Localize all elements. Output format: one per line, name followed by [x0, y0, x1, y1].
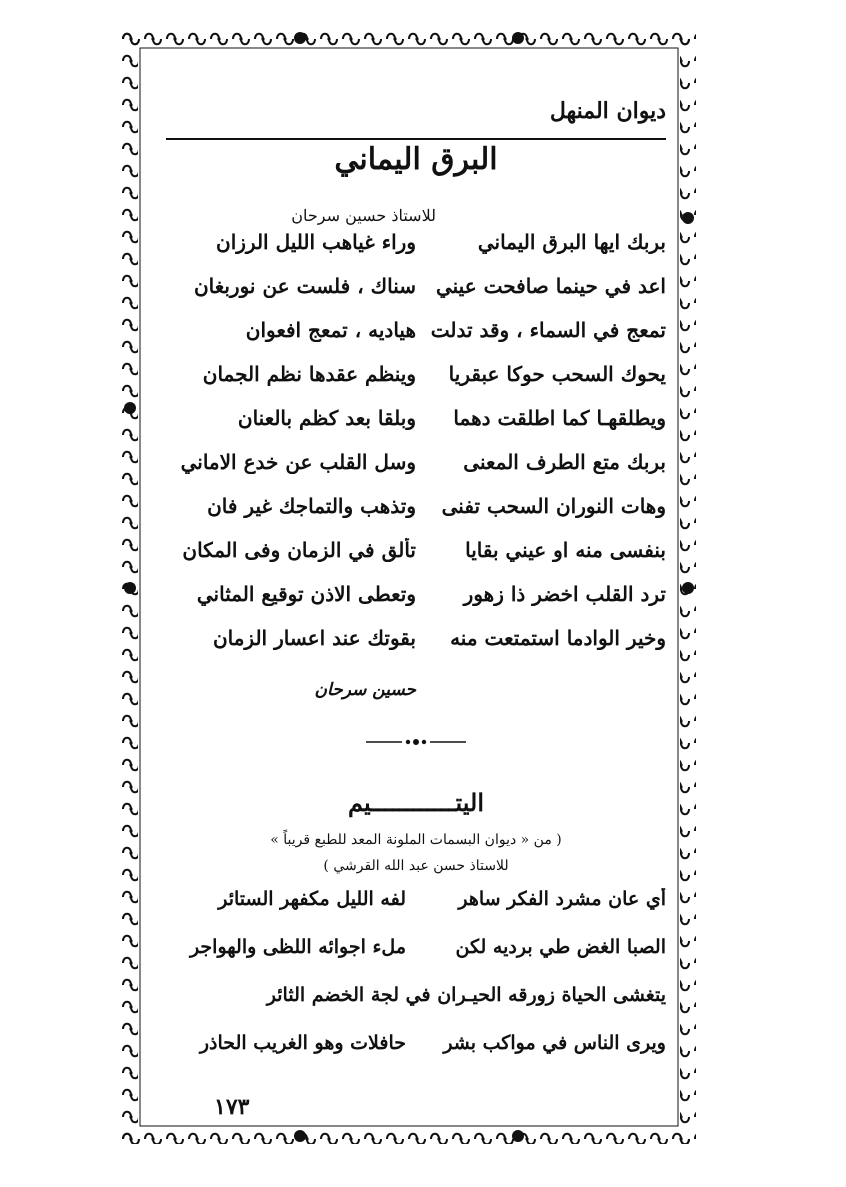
- verse: [166, 936, 666, 980]
- verse: [166, 450, 666, 490]
- verse: [166, 984, 666, 1028]
- hemistich-first: ويرى الناس في مواكب بشر: [443, 1032, 666, 1054]
- verse: [166, 230, 666, 270]
- hemistich-second: بقوتك عند اعسار الزمان: [212, 626, 416, 650]
- hemistich-first: تمعج في السماء ، وقد تدلت: [430, 318, 666, 342]
- hemistich-first: يحوك السحب حوكا عبقريا: [448, 362, 666, 386]
- hemistich-second: وسل القلب عن خدع الاماني: [180, 450, 416, 474]
- hemistich-second: ملء اجوائه اللظى والهواجر: [189, 936, 406, 958]
- poem1-author: للاستاذ حسين سرحان: [291, 206, 436, 225]
- verse: [166, 1032, 666, 1076]
- hemistich-second: سناك ، فلست عن نوربغان: [193, 274, 416, 298]
- verse: [166, 362, 666, 402]
- verse: [166, 538, 666, 578]
- poem2-author: للاستاذ حسن عبد الله القرشي ): [323, 858, 509, 874]
- verse: [166, 406, 666, 446]
- verse: [166, 318, 666, 358]
- hemistich-first: بنفسى منه او عيني بقايا: [465, 538, 666, 562]
- hemistich-second: لفه الليل مكفهر الستائر: [218, 888, 406, 910]
- hemistich-first: وخير الوادما استمتعت منه: [450, 626, 666, 650]
- hemistich-second: حافلات وهو الغريب الحاذر: [199, 1032, 406, 1054]
- page-content: [166, 80, 666, 1130]
- hemistich-first: ويطلقهـا كما اطلقت دهما: [453, 406, 666, 430]
- poem1-signature: حسين سرحان: [314, 680, 416, 700]
- page-number: ١٧٣: [214, 1094, 250, 1120]
- hemistich-first: الصبا الغض طي برديه لكن: [455, 936, 666, 958]
- hemistich-full: يتغشى الحياة زورقه الحيـران في لجة الخضم الثائر: [266, 984, 666, 1006]
- verse: [166, 494, 666, 534]
- hemistich-first: ترد القلب اخضر ذا زهور: [463, 582, 666, 606]
- hemistich-second: وتعطى الاذن توقيع المثاني: [196, 582, 416, 606]
- hemistich-second: وراء غياهب الليل الرزان: [216, 230, 416, 254]
- hemistich-first: وهات النوران السحب تفنى: [441, 494, 666, 518]
- section-divider-ornament: [366, 736, 466, 748]
- running-header: ديوان المنهل: [549, 98, 666, 124]
- hemistich-second: وينظم عقدها نظم الجمان: [202, 362, 416, 386]
- verse: [166, 582, 666, 622]
- verse: [166, 626, 666, 666]
- verse: [166, 274, 666, 314]
- hemistich-first: أي عان مشرد الفكر ساهر: [458, 888, 666, 910]
- hemistich-second: هياديه ، تمعج افعوان: [245, 318, 416, 342]
- poem1-title: البرق اليماني: [334, 142, 498, 177]
- poem2-source-note: ( من « ديوان البسمات الملونة المعد للطبع قريباً »: [270, 832, 562, 848]
- hemistich-first: بربك ايها البرق اليماني: [477, 230, 666, 254]
- hemistich-second: وتذهب والتماجك غير فان: [207, 494, 416, 518]
- poem2-title: اليتــــــــــــيم: [347, 788, 485, 817]
- hemistich-first: اعد في حينما صافحت عيني: [435, 274, 666, 298]
- hemistich-first: بربك متع الطرف المعنى: [463, 450, 666, 474]
- hemistich-second: تألق في الزمان وفى المكان: [182, 538, 416, 562]
- header-rule: [166, 138, 666, 140]
- hemistich-second: وبلقا بعد كظم بالعنان: [237, 406, 416, 430]
- verse: [166, 888, 666, 932]
